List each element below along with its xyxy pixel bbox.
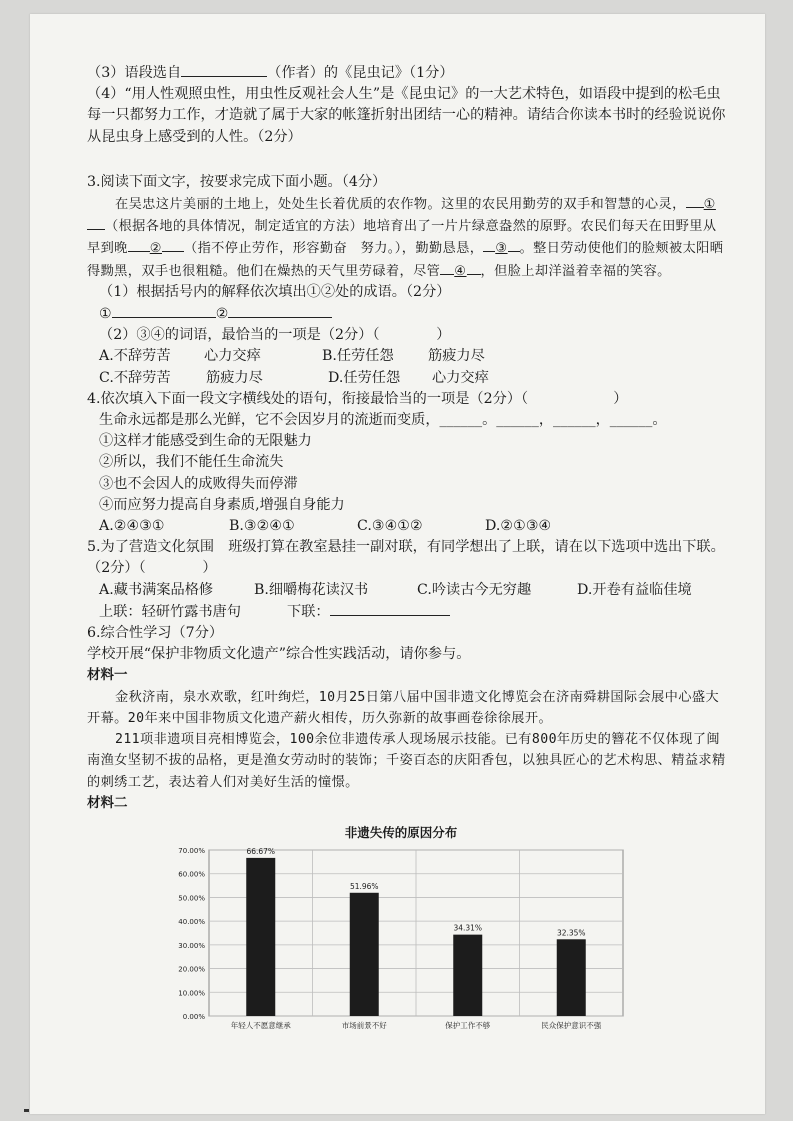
q5-choice-b[interactable]: B.细嚼梅花读汉书 [254,581,369,598]
y-tick-label: 0.00% [182,1012,205,1021]
bar-value-label: 34.31% [453,923,483,933]
q4-item-1: ①这样才能感受到生命的无限魅力 [99,433,312,450]
material-1-para-2: 211项非遗项目亮相博览会，100余位非遗传承人现场展示技能。已有800年历史的簪花不仅体现了闽南渔女坚韧不拔的品格，更是渔女劳动时的装饰；千姿百态的庆阳香包，以独具匠心的艺术构思、精益求精的刺绣工艺，表达着人们对美好生活的憧憬。 [87,732,726,790]
y-tick-label: 30.00% [178,941,205,950]
x-tick-label: 保护工作不够 [445,1020,491,1030]
material-1-label: 材料一 [87,667,128,684]
option-c-word-1[interactable]: C.不辞劳苦 [99,369,171,386]
passage-part-3: （指不停止劳作，形容勤奋 努力。），勤勤恳恳， [184,241,484,257]
q4-stem: 生命永远都是那么光鲜，它不会因岁月的流逝而变质，______。______，______，______。 [99,412,667,429]
bar-value-label: 32.35% [556,928,586,938]
bar-value-label: 66.67% [246,846,276,856]
q5-choices [87,580,727,601]
q3-3-text: （3）语段选自 [87,65,182,81]
y-tick-label: 60.00% [178,870,205,879]
material-1-para-1: 金秋济南，泉水欢歌，红叶绚烂，10月25日第八届中国非遗文化博览会在济南舜耕国际会展中心盛大开幕。20年来中国非物质文化遗产薪火相传，历久弥新的故事画卷徐徐展开。 [87,689,720,726]
blank-2-pre[interactable] [128,237,150,252]
answer-1-label: ① [99,306,112,323]
q3-title: 3.阅读下面文字，按要求完成下面小题。（4分） [87,173,387,190]
q4-choice-b[interactable]: B.③②④① [229,518,295,535]
q6-title: 6.综合性学习（7分） [87,625,224,642]
blank-2-label: ② [149,241,162,257]
upper-couplet: 上联：轻研竹露书唐句 [99,603,241,620]
answer-2-label: ② [215,306,229,323]
page-content [87,62,727,1035]
blank-4-pre[interactable] [440,260,454,275]
bar [350,893,379,1016]
q5-choice-c[interactable]: C.吟读古今无穷趣 [417,581,532,598]
q3-sub1-answers [87,303,727,325]
passage-part-5: ，但脸上却洋溢着幸福的笑容。 [480,263,671,279]
q3-sub2: （2）③④的词语，最恰当的一项是（2分）（ ） [99,327,451,344]
q4-choice-a[interactable]: A.②④③① [99,518,165,535]
q4-choice-d[interactable]: D.②①③④ [485,518,552,535]
option-a-word-1[interactable]: A.不辞劳苦 [99,348,171,365]
q6-intro: 学校开展“保护非物质文化遗产”综合性实践活动，请你参与。 [87,646,471,663]
reason-chart [171,820,631,1035]
answer-2-blank[interactable] [228,303,332,318]
blank-3-label: ③ [495,241,508,257]
blank-1-label: ① [703,197,716,213]
q4-title: 4.依次填入下面一段文字横线处的语句，衔接最恰当的一项是（2分）（ ） [87,390,628,407]
option-c-word-2: 筋疲力尽 [206,369,263,386]
q3-sub1: （1）根据括号内的解释依次填出①②处的成语。（2分） [99,283,451,300]
option-b-word-2: 筋疲力尽 [428,348,485,365]
q4-item-4: ④而应努力提高自身素质,增强自身能力 [99,496,345,513]
option-d-word-2: 心力交瘁 [432,369,489,386]
answer-1-blank[interactable] [112,303,216,318]
option-a-word-2: 心力交瘁 [204,348,261,365]
blank-1-post[interactable] [87,215,105,230]
q5-title: 5.为了营造文化氛围 班级打算在教室悬挂一副对联，有同学想出了上联，请在以下选项中选出下联。（2分）（ ） [87,539,725,577]
x-tick-label: 市场前景不好 [341,1020,387,1030]
material-2-label: 材料二 [87,794,128,811]
q3-passage [87,193,727,282]
scan-mark [24,1109,29,1112]
x-tick-label: 年轻人不愿意继承 [230,1020,291,1030]
q3-3-line [87,62,727,84]
blank-3-post[interactable] [508,237,520,252]
q5-choice-a[interactable]: A.藏书满案品格修 [99,581,214,598]
chart-title: 非遗失传的原因分布 [344,824,458,840]
y-tick-label: 40.00% [178,918,205,927]
q3-options-row-1 [87,346,727,367]
y-tick-label: 10.00% [178,989,205,998]
blank-2-post[interactable] [162,237,184,252]
q4-item-3: ③也不会因人的成败得失而停滞 [99,475,298,492]
lower-couplet-label: 下联： [287,603,330,620]
q3-4-text: （4）“用人性观照虫性，用虫性反观社会人生”是《昆虫记》的一大艺术特色，如语段中提到的松毛虫每一只都努力工作，才造就了属于大家的帐篷折射出团结一心的精神。请结合你读本书时的经验说说你从昆虫身上感受到的人性。（2分） [87,86,726,145]
lower-couplet-blank[interactable] [330,601,450,616]
bar-value-label: 51.96% [349,881,379,891]
blank-3-pre[interactable] [483,237,495,252]
blank-4-label: ④ [454,263,467,279]
chart-svg [171,820,631,1035]
blank-1-pre[interactable] [686,193,704,208]
q3-options-row-2 [87,368,727,389]
bar [453,935,482,1016]
q3-3-text-after: （作者）的《昆虫记》（1分） [267,65,454,81]
y-tick-label: 70.00% [178,846,205,855]
author-blank[interactable] [181,62,267,77]
passage-part-1: 在吴忠这片美丽的土地上，处处生长着优质的农作物。这里的农民用勤劳的双手和智慧的心灵， [115,197,686,213]
passage-part-4: 。整日劳动使他们的脸颊被太阳晒得黝黑，双手也很粗糙。他们在燥热的天气里劳碌着，尽管 [87,241,724,279]
blank-4-post[interactable] [467,260,481,275]
passage-part-2: （根据各地的具体情况，制定适宜的方法）地培育出了一片片绿意盎然的原野。农民们每天在田野里从早到晚 [87,219,717,257]
q4-choice-c[interactable]: C.③④①② [357,518,423,535]
q5-couplet [87,601,727,623]
bar [246,858,275,1016]
y-tick-label: 50.00% [178,894,205,903]
x-tick-label: 民众保护意识不强 [541,1020,602,1030]
q5-choice-d[interactable]: D.开卷有益临佳境 [577,581,692,598]
option-b-word-1[interactable]: B.任劳任怨 [322,348,394,365]
option-d-word-1[interactable]: D.任劳任怨 [328,369,401,386]
y-tick-label: 20.00% [178,965,205,974]
q4-item-2: ②所以，我们不能任生命流失 [99,454,284,471]
q4-choices [87,516,727,537]
bar [557,939,586,1016]
